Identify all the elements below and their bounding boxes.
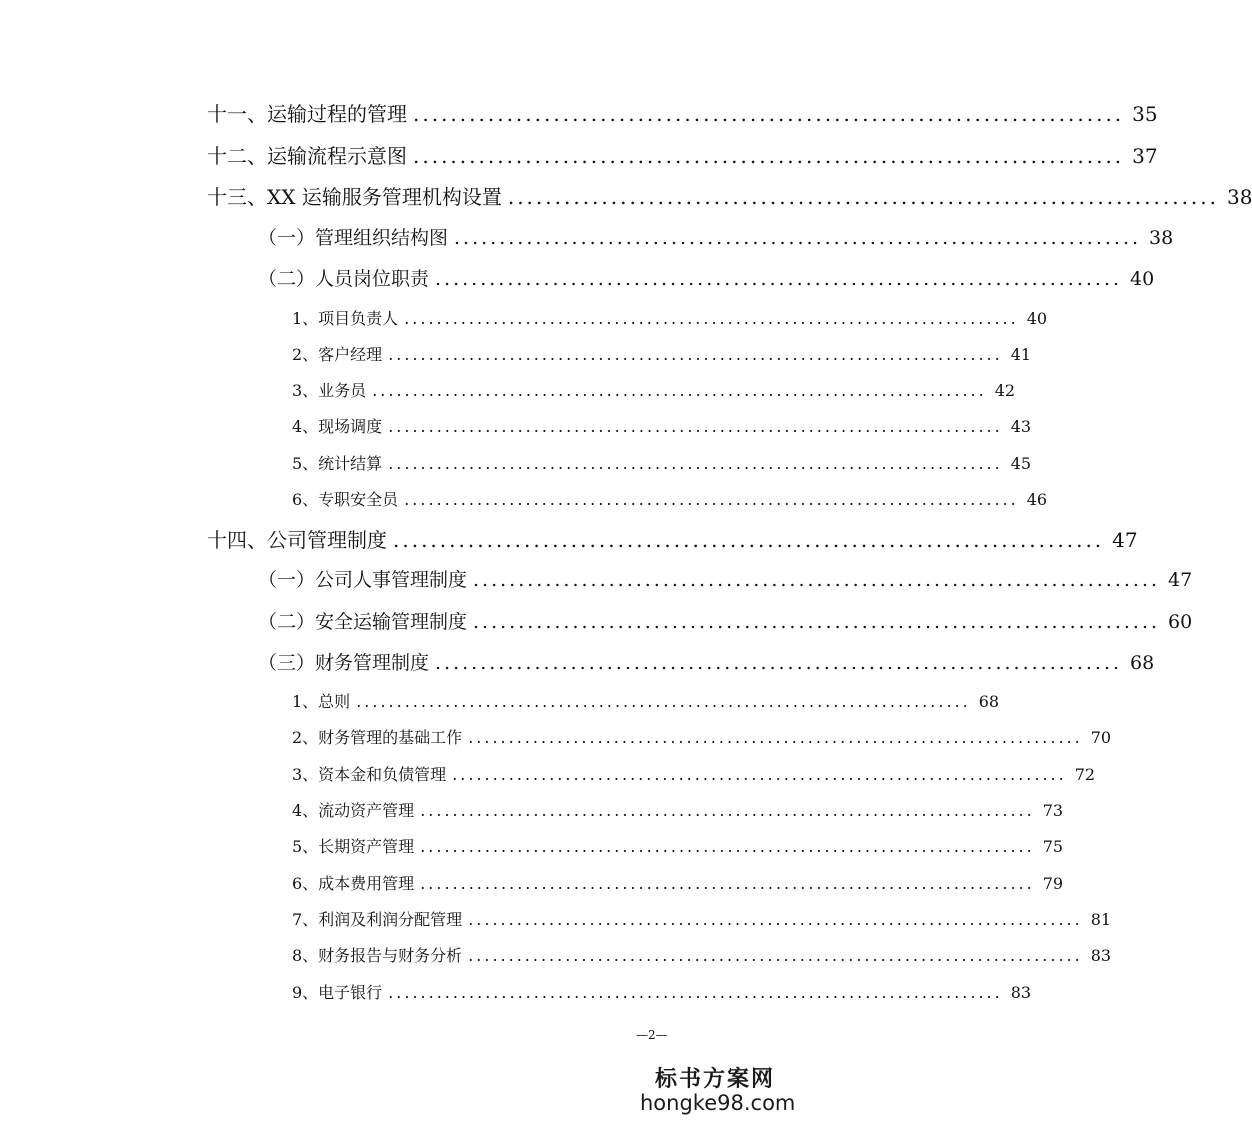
toc-entry-page: 83 — [1010, 983, 1032, 1002]
page-number: —2— — [636, 1028, 668, 1042]
dot-leader: ............................................................................ — [413, 102, 1125, 126]
toc-entry-title: 1、总则 — [292, 692, 351, 711]
toc-entry[interactable] — [292, 487, 1048, 510]
dot-leader: ............................................................................ — [454, 227, 1142, 249]
toc-entry[interactable] — [292, 980, 1032, 1003]
toc-entry[interactable] — [292, 725, 1112, 748]
toc-entry-title: 2、财务管理的基础工作 — [292, 728, 463, 747]
toc-entry[interactable] — [292, 943, 1112, 966]
toc-entry[interactable] — [207, 181, 1252, 210]
toc-entry[interactable] — [292, 414, 1032, 437]
dot-leader: ............................................................................ — [388, 345, 1003, 364]
dot-leader: ............................................................................ — [420, 837, 1035, 856]
toc-entry[interactable] — [292, 834, 1064, 857]
toc-entry-page: 40 — [1130, 268, 1155, 290]
dot-leader: ............................................................................ — [468, 728, 1083, 747]
dot-leader: ............................................................................ — [420, 874, 1035, 893]
dot-leader: ............................................................................ — [435, 652, 1123, 674]
toc-entry-title: 8、财务报告与财务分析 — [292, 946, 463, 965]
toc-entry-title: 十一、运输过程的管理 — [207, 102, 407, 126]
toc-entry-title: 5、统计结算 — [292, 454, 383, 473]
dot-leader: ............................................................................ — [388, 983, 1003, 1002]
toc-entry-page: 38 — [1149, 227, 1174, 249]
toc-entry-page: 47 — [1168, 569, 1193, 591]
toc-entry[interactable] — [258, 648, 1155, 675]
dot-leader: ............................................................................ — [356, 692, 971, 711]
toc-entry[interactable] — [258, 223, 1174, 250]
toc-entry[interactable] — [292, 451, 1032, 474]
toc-entry[interactable] — [207, 524, 1138, 553]
toc-entry-title: （三）财务管理制度 — [258, 652, 430, 674]
toc-entry-page: 81 — [1090, 910, 1112, 929]
toc-entry[interactable] — [258, 607, 1193, 634]
toc-entry-page: 43 — [1010, 417, 1032, 436]
toc-entry-title: 3、资本金和负债管理 — [292, 765, 447, 784]
toc-entry-title: 3、业务员 — [292, 381, 367, 400]
toc-entry[interactable] — [292, 689, 1000, 712]
toc-entry[interactable] — [292, 907, 1112, 930]
toc-entry-page: 68 — [1130, 652, 1155, 674]
toc-entry[interactable] — [292, 871, 1064, 894]
toc-entry-page: 73 — [1042, 801, 1064, 820]
dot-leader: ............................................................................ — [413, 144, 1125, 168]
watermark-url: hongke98.com — [640, 1091, 796, 1115]
toc-entry[interactable] — [207, 140, 1158, 169]
dot-leader: ............................................................................ — [404, 309, 1019, 328]
toc-entry-page: 42 — [994, 381, 1016, 400]
toc-entry-title: （二）安全运输管理制度 — [258, 611, 468, 633]
toc-entry-title: 7、利润及利润分配管理 — [292, 910, 463, 929]
toc-entry-page: 45 — [1010, 454, 1032, 473]
toc-entry-page: 72 — [1074, 765, 1096, 784]
toc-entry-title: 4、流动资产管理 — [292, 801, 415, 820]
toc-entry[interactable] — [207, 98, 1158, 127]
dot-leader: ............................................................................ — [468, 910, 1083, 929]
dot-leader: ............................................................................ — [393, 528, 1105, 552]
toc-entry-title: （二）人员岗位职责 — [258, 268, 430, 290]
watermark-name: 标书方案网 — [654, 1066, 775, 1092]
toc-entry-page: 68 — [978, 692, 1000, 711]
toc-entry[interactable] — [258, 565, 1193, 592]
toc-entry[interactable] — [292, 762, 1096, 785]
toc-entry-title: 4、现场调度 — [292, 417, 383, 436]
watermark — [640, 1062, 796, 1115]
toc-entry-title: 十四、公司管理制度 — [207, 528, 387, 552]
toc-entry-title: 十二、运输流程示意图 — [207, 144, 407, 168]
toc-entry-title: 1、项目负责人 — [292, 309, 399, 328]
toc-entry-page: 38 — [1227, 185, 1252, 209]
dot-leader: ............................................................................ — [420, 801, 1035, 820]
toc-entry-title: 十三、XX 运输服务管理机构设置 — [207, 185, 502, 209]
toc-entry-title: 6、专职安全员 — [292, 490, 399, 509]
dot-leader: ............................................................................ — [468, 946, 1083, 965]
dot-leader: ............................................................................ — [507, 185, 1220, 209]
toc-entry-title: 9、电子银行 — [292, 983, 383, 1002]
toc-entry-title: 2、客户经理 — [292, 345, 383, 364]
toc-entry-page: 70 — [1090, 728, 1112, 747]
dot-leader: ............................................................................ — [473, 611, 1161, 633]
dot-leader: ............................................................................ — [388, 417, 1003, 436]
toc-entry-title: 6、成本费用管理 — [292, 874, 415, 893]
toc-entry-page: 47 — [1112, 528, 1138, 552]
toc-entry-page: 40 — [1026, 309, 1048, 328]
toc-entry-page: 60 — [1168, 611, 1193, 633]
toc-entry-title: （一）公司人事管理制度 — [258, 569, 468, 591]
toc-entry[interactable] — [292, 378, 1016, 401]
dot-leader: ............................................................................ — [473, 569, 1161, 591]
toc-entry-page: 37 — [1132, 144, 1158, 168]
toc-entry-page: 41 — [1010, 345, 1032, 364]
dot-leader: ............................................................................ — [372, 381, 987, 400]
toc-entry-page: 75 — [1042, 837, 1064, 856]
dot-leader: ............................................................................ — [435, 268, 1123, 290]
toc-entry-page: 79 — [1042, 874, 1064, 893]
toc-entry-page: 35 — [1132, 102, 1158, 126]
toc-entry[interactable] — [292, 342, 1032, 365]
toc-entry[interactable] — [258, 264, 1155, 291]
toc-entry[interactable] — [292, 306, 1048, 329]
toc-entry-page: 46 — [1026, 490, 1048, 509]
dot-leader: ............................................................................ — [452, 765, 1067, 784]
dot-leader: ............................................................................ — [388, 454, 1003, 473]
toc-entry-page: 83 — [1090, 946, 1112, 965]
toc-entry[interactable] — [292, 798, 1064, 821]
toc-entry-title: 5、长期资产管理 — [292, 837, 415, 856]
toc-entry-title: （一）管理组织结构图 — [258, 227, 449, 249]
dot-leader: ............................................................................ — [404, 490, 1019, 509]
